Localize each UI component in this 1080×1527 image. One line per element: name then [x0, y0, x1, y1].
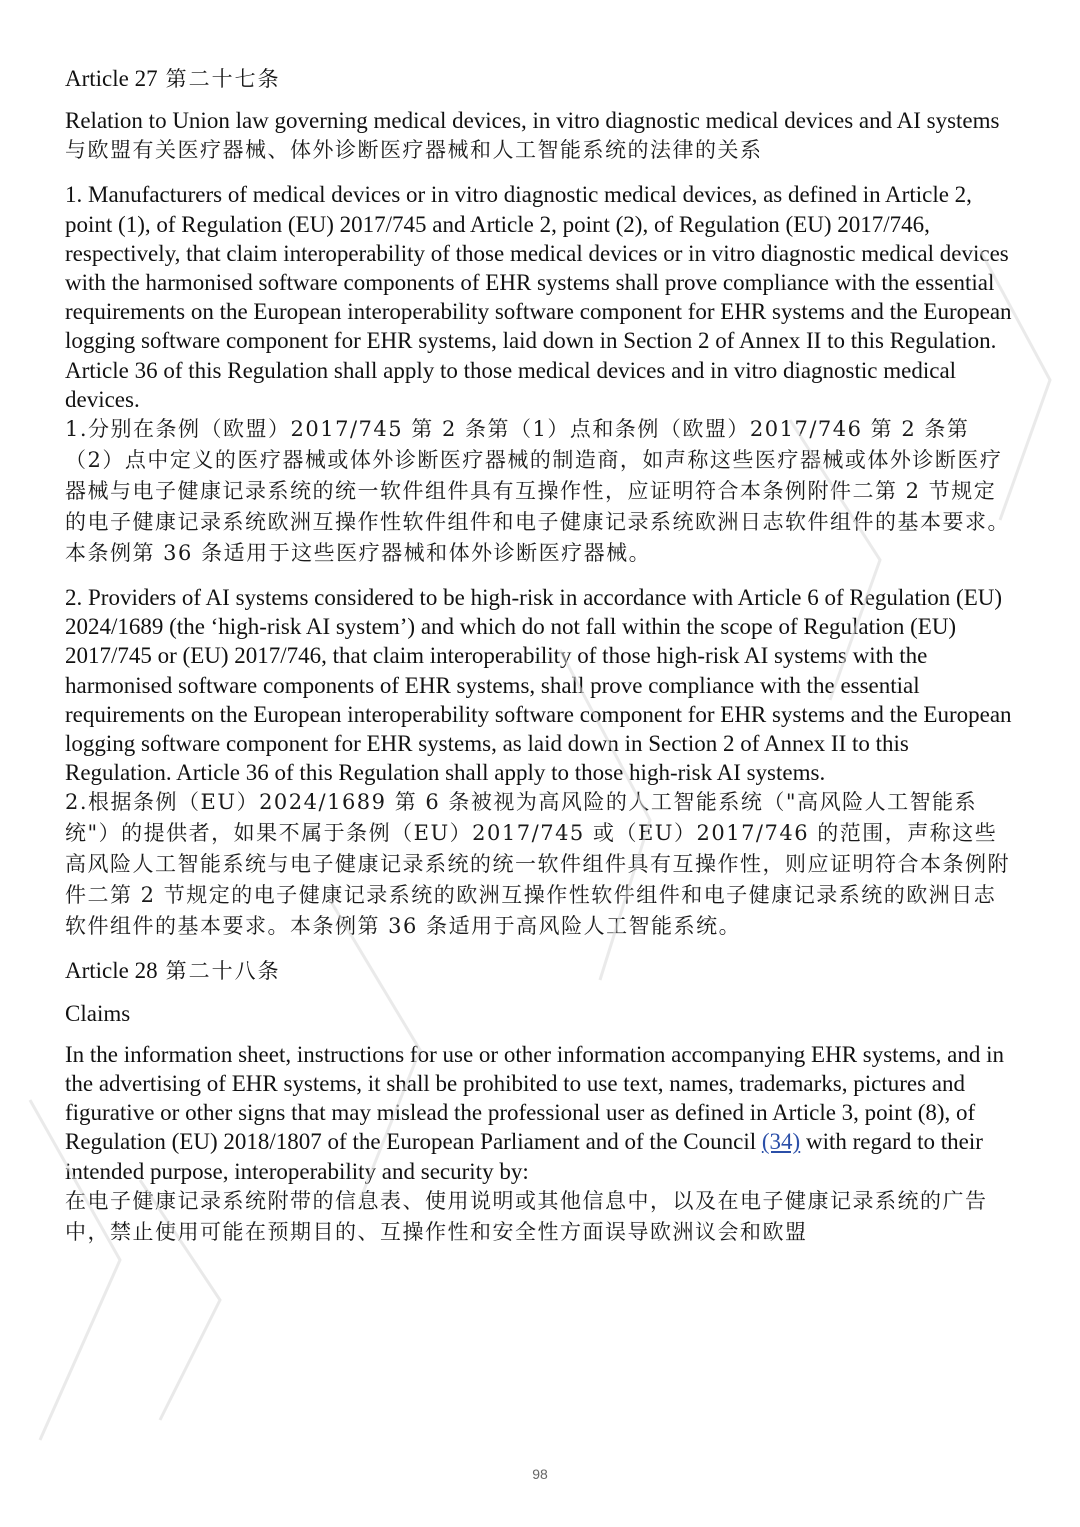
article-27-para-1-en: 1. Manufacturers of medical devices or in vitro diagnostic medical devices, as defined in Article 2, point (1), of Regulation (EU) 2017/745 and Article 2, point (2), of Regulation (EU) 2017/746, respectively, that claim interoperability of those medical devices or in vitro diagnostic medical devices with the harmonised software components of EHR systems shall prove compliance with the essential requirements on the European interoperability software component for EHR systems and the European logging software component for EHR systems, laid down in Section 2 of Annex II to this Regulation. Article 36 of this Regulation shall apply to those medical devices and in vitro diagnostic medical devices.: [65, 182, 1012, 412]
article-28-paragraph: [65, 1040, 1015, 1248]
article-28-heading-zh: 第二十八条: [165, 959, 281, 984]
article-27-title-en: Relation to Union law governing medical devices, in vitro diagnostic medical devices and AI systems: [65, 108, 1000, 134]
footnote-34-link[interactable]: (34): [761, 1129, 801, 1155]
article-28-heading-en: Article 28: [65, 958, 158, 984]
article-27-heading-en: Article 27: [65, 66, 158, 91]
article-28-para-en: [65, 1040, 1015, 1186]
article-28-heading: [65, 956, 1015, 986]
article-27-title: [65, 106, 1015, 166]
article-28-para-en-part-2: with regard to their intended purpose, interoperability and security by:: [65, 1129, 983, 1184]
page-number: 98: [532, 1466, 548, 1482]
page-content: [65, 64, 1015, 1262]
article-27-para-2-en: 2. Providers of AI systems considered to be high-risk in accordance with Article 6 of Regulation (EU) 2024/1689 (the ‘high-risk AI system’) and which do not fall within the scope of Regulation (EU) 2017/745 or (EU) 2017/746, that claim interoperability of those high-risk AI systems with the harmonised software components of EHR systems, shall prove compliance with the essential requirements on the European interoperability software component for EHR systems and the European logging software component for EHR systems, as laid down in Section 2 of Annex II to this Regulation. Article 36 of this Regulation shall apply to those high-risk AI systems.: [65, 585, 1012, 786]
article-27-para-2-zh: 2.根据条例（EU）2024/1689 第 6 条被视为高风险的人工智能系统（"高风险人工智能系统"）的提供者，如果不属于条例（EU）2017/745 或（EU）2017/746 的范围，声称这些高风险人工智能系统与电子健康记录系统的统一软件组件具有互操作性，则应证明符合本条例附件二第 2 节规定的电子健康记录系统的欧洲互操作性软件组件和电子健康记录系统的欧洲日志软件组件的基本要求。本条例第 36 条适用于高风险人工智能系统。: [65, 790, 1010, 939]
article-27-paragraph-1: [65, 180, 1015, 569]
article-27-heading: [65, 64, 1015, 94]
article-28-para-en-part-1: In the information sheet, instructions for use or other information accompanying EHR systems, and in the advertising of EHR systems, it shall be prohibited to use text, names, trademarks, pictures and figurative or other signs that may mislead the professional user as defined in Article 3, point (8), of Regulation (EU) 2018/1807 of the European Parliament and of the Council: [65, 1041, 1004, 1155]
article-27-paragraph-2: [65, 583, 1015, 942]
article-27-heading-zh: 第二十七条: [165, 67, 281, 91]
article-27-para-1-zh: 1.分别在条例（欧盟）2017/745 第 2 条第（1）点和条例（欧盟）2017/746 第 2 条第（2）点中定义的医疗器械或体外诊断医疗器械的制造商，如声称这些医疗器械或体外诊断医疗器械与电子健康记录系统的统一软件组件具有互操作性，应证明符合本条例附件二第 2 节规定的电子健康记录系统欧洲互操作性软件组件和电子健康记录系统欧洲日志软件组件的基本要求。本条例第 36 条适用于这些医疗器械和体外诊断医疗器械。: [65, 417, 1010, 566]
article-28-para-zh: 在电子健康记录系统附带的信息表、使用说明或其他信息中，以及在电子健康记录系统的广告中，禁止使用可能在预期目的、互操作性和安全性方面误导欧洲议会和欧盟: [65, 1188, 988, 1244]
article-28-title-en: Claims: [65, 1000, 131, 1026]
article-27-title-zh: 与欧盟有关医疗器械、体外诊断医疗器械和人工智能系统的法律的关系: [65, 138, 763, 163]
